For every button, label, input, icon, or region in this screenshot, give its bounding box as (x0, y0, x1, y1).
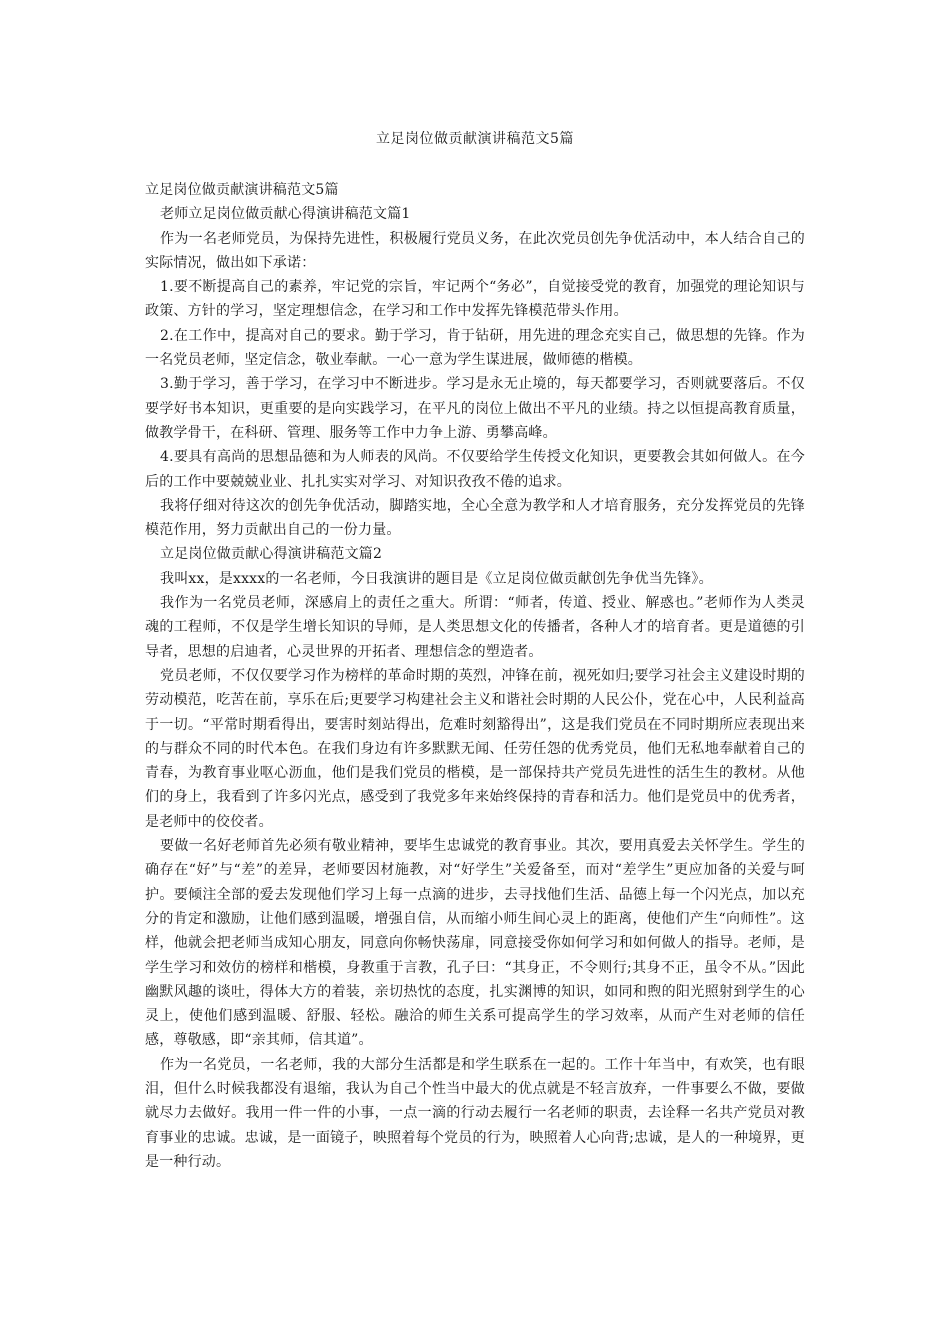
paragraph: 我将仔细对待这次的创先争优活动，脚踏实地，全心全意为教学和人才培育服务，充分发挥党员的先锋模范作用，努力贡献出自己的一份力量。 (145, 497, 805, 539)
section-heading-1: 老师立足岗位做贡献心得演讲稿范文篇1 (160, 206, 411, 223)
page-title: 立足岗位做贡献演讲稿范文5篇 (376, 131, 574, 147)
document-body (145, 178, 805, 1174)
paragraph: 我作为一名党员老师，深感肩上的责任之重大。所谓：“师者，传道、授业、解惑也。”老师作为人类灵魂的工程师，不仅是学生增长知识的导师，是人类思想文化的传播者，各种人才的培育者。更是道德的引导者，思想的启迪者，心灵世界的开拓者、理想信念的塑造者。 (145, 595, 805, 660)
paragraph: 要做一名好老师首先必须有敬业精神，要毕生忠诚党的教育事业。其次，要用真爱去关怀学生。学生的确存在“好”与“差”的差异，老师要因材施教，对“好学生”关爱备至，而对“差学生”更应加备的关爱与呵护。要倾注全部的爱去发现他们学习上每一点滴的进步，去寻找他们生活、品德上每一个闪光点，加以充分的肯定和激励，让他们感到温暖，增强自信，从而缩小师生间心灵上的距离，使他们产生“向师性”。这样，他就会把老师当成知心朋友，同意向你畅快荡扉，同意接受你如何学习和如何做人的指导。老师，是学生学习和效仿的榜样和楷模，身教重于言教，孔子曰：“其身正，不令则行;其身不正，虽令不从。”因此幽默风趣的谈吐，得体大方的着装，亲切热忱的态度，扎实渊博的知识，如同和煦的阳光照射到学生的心灵上，使他们感到温暖、舒服、轻松。融洽的师生关系可提高学生的学习效率，从而产生对老师的信任感，尊敬感，即“亲其师，信其道”。 (145, 838, 805, 1049)
paragraph: 作为一名老师党员，为保持先进性，积极履行党员义务，在此次党员创先争优活动中，本人结合自己的实际情况，做出如下承诺： (145, 230, 805, 271)
paragraph: 4.要具有高尚的思想品德和为人师表的风尚。不仅要给学生传授文化知识，更要教会其如何做人。在今后的工作中要兢兢业业、扎扎实实对学习、对知识孜孜不倦的追求。 (145, 449, 805, 490)
document-subtitle: 立足岗位做贡献演讲稿范文5篇 (145, 182, 339, 198)
paragraph: 3.勤于学习，善于学习，在学习中不断进步。学习是永无止境的，每天都要学习，否则就要落后。不仅要学好书本知识，更重要的是向实践学习，在平凡的岗位上做出不平凡的业绩。持之以恒提高教育质量，做教学骨干，在科研、管理、服务等工作中力争上游、勇攀高峰。 (145, 376, 805, 441)
paragraph: 1.要不断提高自己的素养，牢记党的宗旨，牢记两个“务必”，自觉接受党的教育，加强党的理论知识与政策、方针的学习，坚定理想信念，在学习和工作中发挥先锋模范带头作用。 (145, 279, 805, 320)
paragraph: 党员老师，不仅仅要学习作为榜样的革命时期的英烈，冲锋在前，视死如归;要学习社会主义建设时期的劳动模范，吃苦在前，享乐在后;更要学习构建社会主义和谐社会时期的人民公仆，党在心中，人民利益高于一切。“平常时期看得出，要害时刻站得出，危难时刻豁得出”，这是我们党员在不同时期所应表现出来的与群众不同的时代本色。在我们身边有许多默默无闻、任劳任怨的优秀党员，他们无私地奉献着自己的青春，为教育事业呕心沥血，他们是我们党员的楷模，是一部保持共产党员先进性的活生生的教材。从他们的身上，我看到了许多闪光点，感受到了我党多年来始终保持的青春和活力。他们是党员中的优秀者，是老师中的佼佼者。 (145, 667, 805, 830)
paragraph: 我叫xx，是xxxx的一名老师，今日我演讲的题目是《立足岗位做贡献创先争优当先锋》。 (160, 570, 713, 587)
paragraph: 2.在工作中，提高对自己的要求。勤于学习，肯于钻研，用先进的理念充实自己，做思想的先锋。作为一名党员老师，坚定信念，敬业奉献。一心一意为学生谋进展，做师德的楷模。 (145, 327, 805, 369)
paragraph: 作为一名党员，一名老师，我的大部分生活都是和学生联系在一起的。工作十年当中，有欢笑，也有眼泪，但什么时候我都没有退缩，我认为自己个性当中最大的优点就是不轻言放弃，一件事要么不做，要做就尽力去做好。我用一件一件的小事，一点一滴的行动去履行一名老师的职责，去诠释一名共产党员对教育事业的忠诚。忠诚，是一面镜子，映照着每个党员的行为，映照着人心向背;忠诚，是人的一种境界，更是一种行动。 (145, 1056, 805, 1170)
section-heading-2: 立足岗位做贡献心得演讲稿范文篇2 (160, 546, 383, 563)
